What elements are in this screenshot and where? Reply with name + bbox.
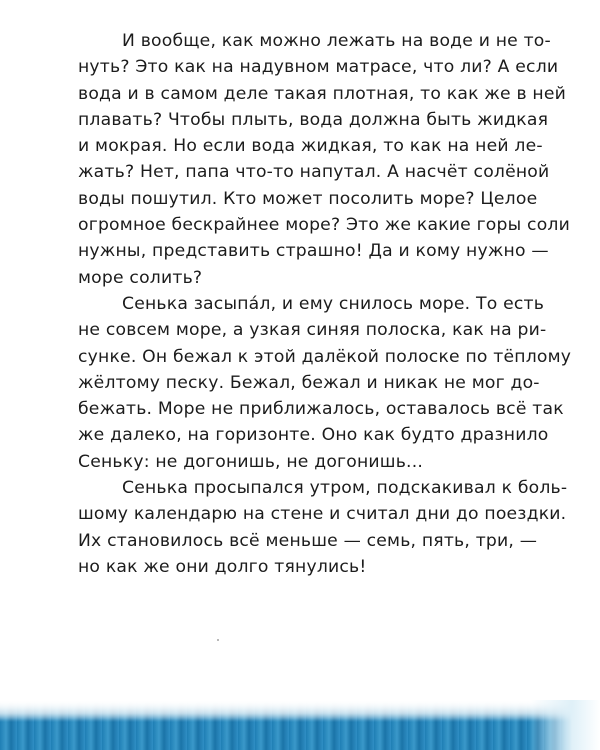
text-line: жёлтому песку. Бежал, бежал и никак не мог до- (78, 372, 540, 393)
text-line: сунке. Он бежал к этой далёкой полоске по тёплому (78, 346, 572, 367)
sea-band-fade (530, 700, 600, 750)
text-line: Их становилось всё меньше — семь, пять, три, — (78, 530, 538, 551)
text-line: Сенька просыпался утром, подскакивал к боль- (122, 478, 568, 499)
text-line: но как же они долго тянулись! (78, 556, 367, 577)
text-line: плавать? Чтобы плыть, вода должна быть жидкая (78, 109, 549, 130)
text-line: жать? Нет, папа что-то напутал. А насчёт солёной (78, 162, 550, 183)
print-speck (217, 639, 219, 641)
text-line: бежать. Море не приближалось, оставалось всё так (78, 399, 564, 420)
text-line: же далеко, на горизонте. Оно как будто дразнило (78, 425, 549, 446)
story-text (78, 28, 572, 580)
text-line: воды пошутил. Кто может посолить море? Целое (78, 188, 538, 209)
text-line: Сенька засыпа́л, и ему снилось море. То есть (122, 293, 545, 314)
paragraph-1 (78, 28, 570, 291)
paragraph-2 (78, 291, 572, 475)
text-line: И вообще, как можно лежать на воде и не то- (122, 31, 551, 51)
text-line: нужны, представить страшно! Да и кому нужно — (78, 241, 549, 262)
paragraph-3 (78, 475, 568, 580)
text-line: не совсем море, а узкая синяя полоска, как на ри- (78, 320, 547, 341)
text-line: море солить? (78, 267, 203, 288)
text-line: нуть? Это как на надувном матрасе, что ли? А если (78, 57, 559, 78)
text-line: шому календарю на стене и считал дни до поездки. (78, 504, 567, 525)
text-line: огромное бескрайнее море? Это же какие горы соли (78, 215, 570, 236)
sea-watercolor-band (0, 700, 600, 750)
text-line: Сеньку: не догонишь, не догонишь... (78, 451, 424, 472)
text-line: и мокрая. Но если вода жидкая, то как на ней ле- (78, 136, 543, 157)
text-line: вода и в самом деле такая плотная, то как же в ней (78, 83, 567, 104)
